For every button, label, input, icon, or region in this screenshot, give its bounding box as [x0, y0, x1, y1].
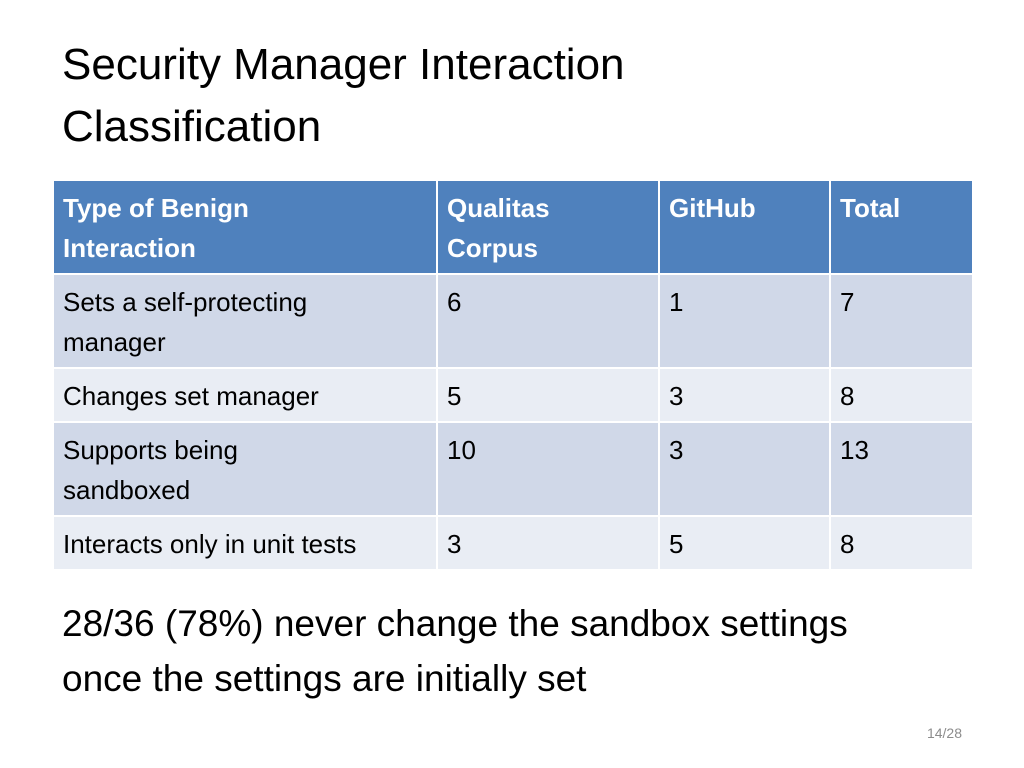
summary-line-1: 28/36 (78%) never change the sandbox settings: [62, 603, 848, 644]
cell-text-line-1: Interacts only in unit tests: [63, 529, 357, 559]
header-github: [659, 180, 830, 274]
table-row: [53, 516, 973, 570]
cell-github-count: 3: [659, 422, 830, 516]
cell-github-count: 5: [659, 516, 830, 570]
cell-interaction-type: [53, 274, 437, 368]
slide-title: [62, 34, 962, 158]
cell-text-line-1: Sets a self-protecting: [63, 287, 308, 317]
header-text-line-2: Interaction: [63, 233, 196, 263]
header-text-line-1: Qualitas: [447, 193, 550, 223]
cell-total-count: 8: [830, 516, 973, 570]
cell-total-count: 7: [830, 274, 973, 368]
cell-interaction-type: [53, 516, 437, 570]
cell-interaction-type: [53, 422, 437, 516]
header-total: [830, 180, 973, 274]
cell-interaction-type: [53, 368, 437, 422]
table-row: [53, 274, 973, 368]
page-number: 14/28: [926, 725, 962, 741]
table-header-row: [53, 180, 973, 274]
slide-title-line-2: Classification: [62, 102, 322, 151]
header-text-line-2: Corpus: [447, 233, 538, 263]
cell-text-line-1: Supports being: [63, 435, 238, 465]
cell-text-line-2: sandboxed: [63, 475, 191, 505]
summary-line-2: once the settings are initially set: [62, 658, 587, 699]
header-text-line-1: Type of Benign: [63, 193, 249, 223]
slide-title-line-1: Security Manager Interaction: [62, 40, 625, 89]
cell-qualitas-count: 5: [437, 368, 659, 422]
header-qualitas-corpus: [437, 180, 659, 274]
cell-github-count: 3: [659, 368, 830, 422]
cell-text-line-1: Changes set manager: [63, 381, 319, 411]
cell-github-count: 1: [659, 274, 830, 368]
table-row: [53, 368, 973, 422]
cell-total-count: 8: [830, 368, 973, 422]
cell-qualitas-count: 10: [437, 422, 659, 516]
cell-qualitas-count: 6: [437, 274, 659, 368]
header-type-of-benign-interaction: [53, 180, 437, 274]
cell-qualitas-count: 3: [437, 516, 659, 570]
cell-text-line-2: manager: [63, 327, 166, 357]
header-text-line-1: Total: [840, 193, 901, 223]
table-row: [53, 422, 973, 516]
summary-statement: [62, 596, 992, 706]
cell-total-count: 13: [830, 422, 973, 516]
interaction-classification-table: [52, 179, 974, 571]
header-text-line-1: GitHub: [669, 193, 756, 223]
